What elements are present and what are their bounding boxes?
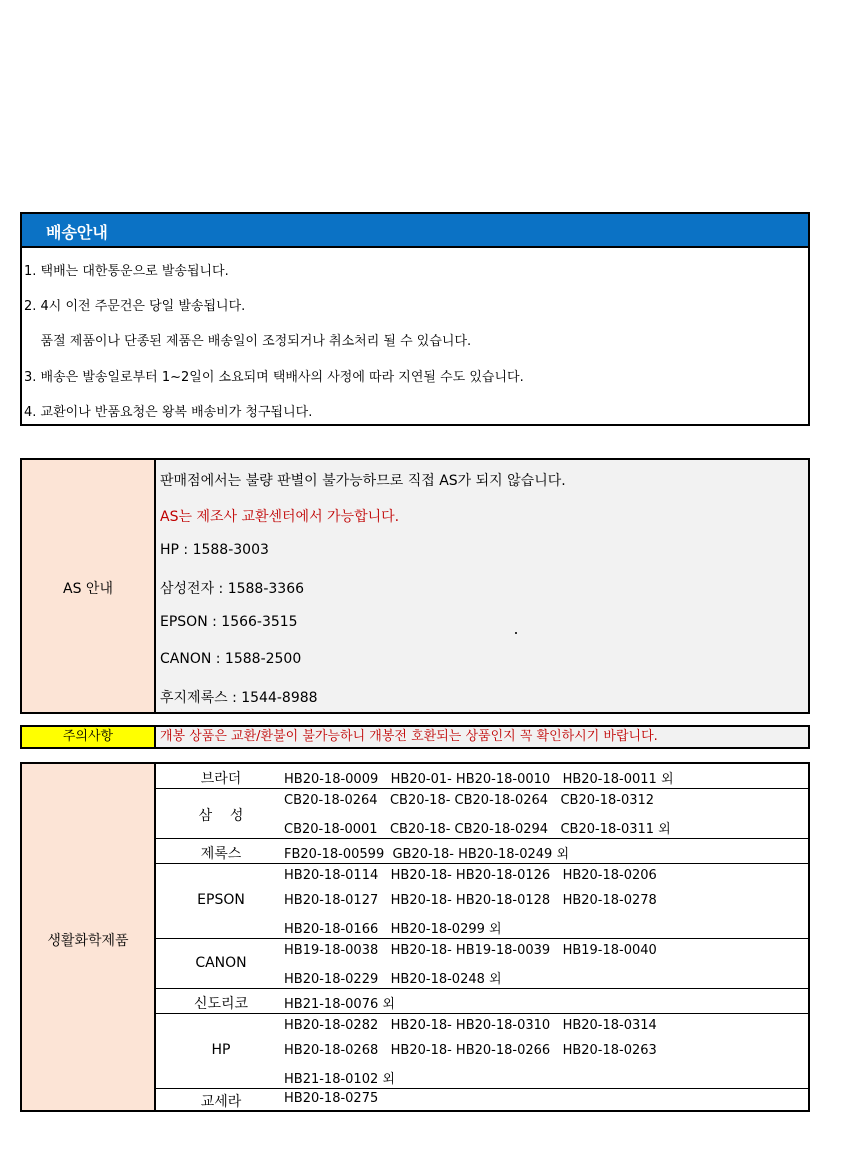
code-line: HB20-18-0127 HB20-18- HB20-18-0128 HB20-18-0278 [284, 893, 657, 908]
as-section [20, 458, 810, 714]
as-contact-hp: HP : 1588-3003 [160, 542, 269, 558]
brand-row-epson [156, 864, 808, 939]
code-line: HB20-18-0166 HB20-18-0299 외 [284, 922, 502, 937]
code-line: HB21-18-0076 외 [284, 997, 395, 1012]
as-notice-red: AS는 제조사 교환센터에서 가능합니다. [160, 509, 400, 525]
as-label: AS 안내 [63, 581, 113, 597]
code-line: HB19-18-0038 HB20-18- HB19-18-0039 HB19-18-0040 [284, 943, 657, 958]
code-line: CB20-18-0264 CB20-18- CB20-18-0264 CB20-18-0312 [284, 793, 655, 808]
code-line: HB20-18-0114 HB20-18- HB20-18-0126 HB20-18-0206 [284, 868, 657, 883]
as-content-cell [156, 460, 808, 712]
brand-name: 교세라 [200, 1094, 242, 1110]
products-section [20, 762, 810, 1112]
brand-row-samsung [156, 789, 808, 839]
shipping-title: 배송안내 [46, 223, 108, 242]
brand-row-canon [156, 939, 808, 989]
brand-name: HP [211, 1042, 231, 1058]
shipping-line-4: 4. 교환이나 반품요청은 왕복 배송비가 청구됩니다. [24, 405, 313, 420]
shipping-line-3: 3. 배송은 발송일로부터 1~2일이 소요되며 택배사의 사정에 따라 지연될 수도 있습니다. [24, 370, 524, 385]
code-line: HB20-18-0229 HB20-18-0248 외 [284, 972, 502, 987]
as-contact-canon: CANON : 1588-2500 [160, 651, 302, 667]
brand-name: 신도리코 [193, 996, 249, 1012]
shipping-header [22, 214, 808, 248]
code-line: HB21-18-0102 외 [284, 1072, 395, 1087]
code-line: HB20-18-0009 HB20-01- HB20-18-0010 HB20-18-0011 외 [284, 772, 674, 787]
brand-name: 제록스 [200, 846, 242, 862]
caution-label: 주의사항 [22, 727, 156, 747]
brand-name: 브라더 [200, 771, 242, 787]
shipping-section [20, 212, 810, 426]
brand-row-sindoh [156, 989, 808, 1014]
as-contact-samsung: 삼성전자 : 1588-3366 [160, 581, 305, 597]
code-line: CB20-18-0001 CB20-18- CB20-18-0294 CB20-18-0311 외 [284, 822, 671, 837]
shipping-line-2: 2. 4시 이전 주문건은 당일 발송됩니다. [24, 299, 246, 314]
shipping-line-2-note: 품절 제품이나 단종된 제품은 배송일이 조정되거나 취소처리 될 수 있습니다. [24, 334, 472, 349]
as-contact-epson: EPSON : 1566-3515 [160, 614, 298, 630]
code-line: HB20-18-0268 HB20-18- HB20-18-0266 HB20-18-0263 [284, 1043, 657, 1058]
caution-text: 개봉 상품은 교환/환불이 불가능하니 개봉전 호환되는 상품인지 꼭 확인하시기 바랍니다. [156, 727, 808, 747]
code-line: HB20-18-0282 HB20-18- HB20-18-0310 HB20-18-0314 [284, 1018, 657, 1033]
code-line: HB20-18-0275 [284, 1091, 379, 1106]
brand-row-kyocera [156, 1089, 808, 1110]
shipping-line-1: 1. 택배는 대한통운으로 발송됩니다. [24, 264, 229, 279]
brand-row-hp [156, 1014, 808, 1089]
brand-name: 삼 성 [198, 808, 244, 824]
brand-row-xerox [156, 839, 808, 864]
code-line: FB20-18-00599 GB20-18- HB20-18-0249 외 [284, 847, 570, 862]
stray-dot [515, 632, 517, 634]
products-label: 생활화학제품 [47, 933, 129, 949]
as-label-cell [22, 460, 156, 712]
brand-name: EPSON [197, 892, 245, 908]
brand-name: CANON [195, 955, 247, 971]
as-notice: 판매점에서는 불량 판별이 불가능하므로 직접 AS가 되지 않습니다. [160, 473, 566, 489]
as-contact-fujixerox: 후지제록스 : 1544-8988 [160, 690, 318, 706]
caution-section [20, 725, 810, 749]
products-label-cell [22, 764, 156, 1110]
brand-row-brother [156, 764, 808, 789]
